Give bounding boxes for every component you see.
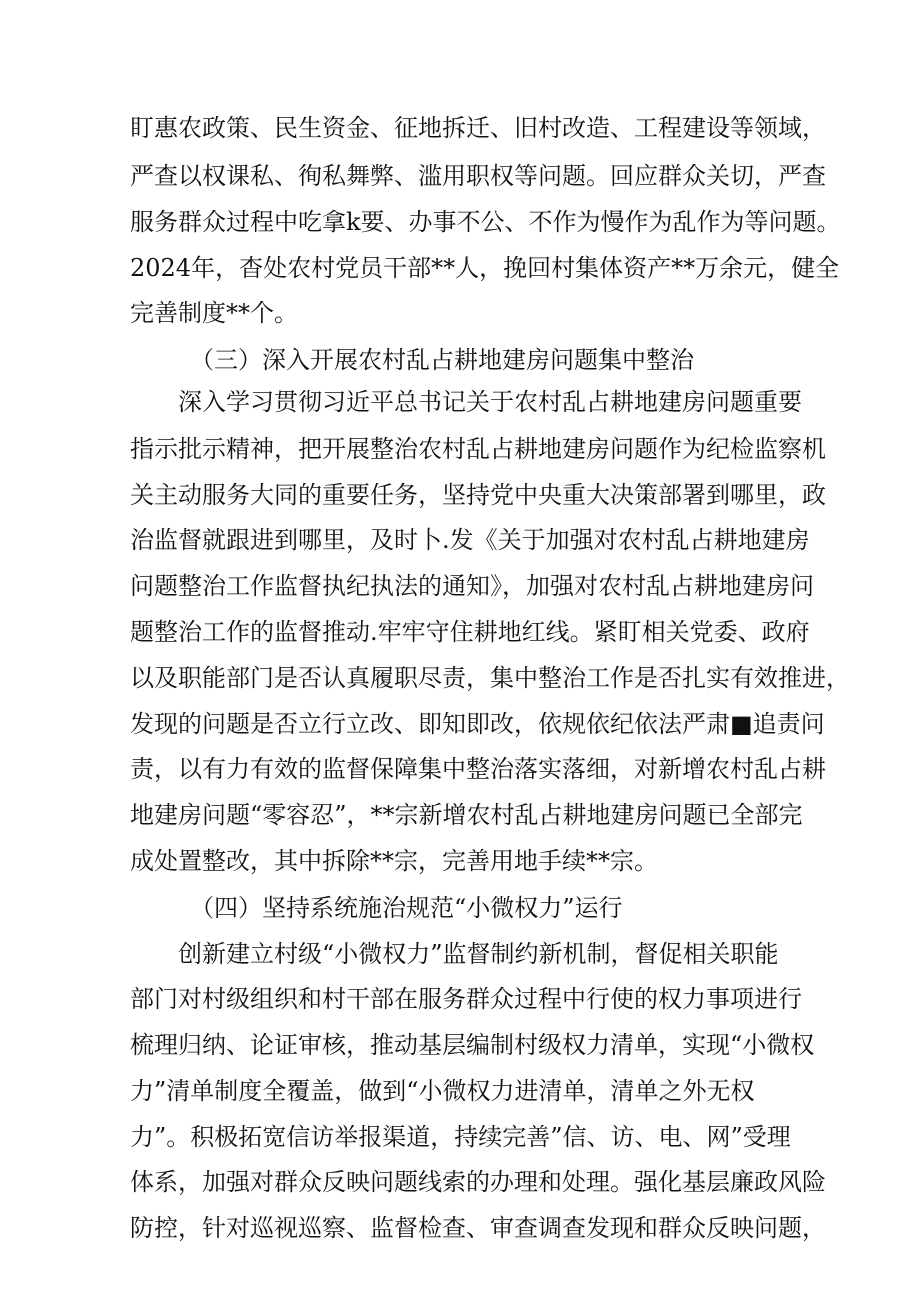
- body-text-line: 严查以权课私、徇私舞弊、滥用职权等问题。回应群众关切，严查: [130, 162, 826, 190]
- section-heading: （三）深入开展农村乱占耕地建房问题集中整治: [190, 346, 694, 374]
- body-text-line: 深入学习贯彻习近平总书记关于农村乱占耕地建房问题重要: [178, 388, 802, 416]
- body-text-line: 责，以有力有效的监督保障集中整治落实落细，对新增农村乱占耕: [130, 755, 826, 783]
- body-text-line: 创新建立村级“小微权力”监督制约新机制，督促相关职能: [178, 940, 779, 968]
- body-text-line: 体系，加强对群众反映问题线索的办理和处理。强化基层廉政风险: [130, 1168, 826, 1196]
- body-text-line: 完善制度**个。: [130, 299, 298, 327]
- body-text-line: 成处置整改，其中拆除**宗，完善用地手续**宗。: [130, 847, 658, 875]
- body-text-line: 防控，针对巡视巡察、监督检查、审查调查发现和群众反映问题，: [130, 1214, 826, 1242]
- body-text-line: 2024年，杳处农村党员干部**人，挽回村集体资产**万余元，健全: [130, 254, 840, 282]
- body-text-line: 问题整治工作监督执纪执法的通知》，加强对农村乱占耕地建房问: [130, 572, 814, 600]
- body-text-line: 关主动服务大同的重要任务，坚持党中央重大决策部署到哪里，政: [130, 481, 826, 509]
- body-text-line: 治监督就跟进到哪里，及时卜.发《关于加强对农村乱占耕地建房: [130, 526, 810, 554]
- body-text-line: 发现的问题是否立行立改、即知即改，依规依纪依法严肃■追责问: [130, 710, 825, 738]
- body-text-line: 部门对村级组织和村干部在服务群众过程中行使的权力事项进行: [130, 985, 802, 1013]
- body-text-line: 地建房问题“零容忍”，**宗新增农村乱占耕地建房问题已全部完: [130, 801, 803, 829]
- section-heading: （四）坚持系统施治规范“小微权力”运行: [190, 894, 623, 922]
- body-text-line: 力”清单制度全覆盖，做到“小微权力进清单，清单之外无权: [130, 1077, 755, 1105]
- body-text-line: 指示批示精神，把开展整治农村乱占耕地建房问题作为纪检监察机: [130, 435, 826, 463]
- body-text-line: 盯惠农政策、民生资金、征地拆迁、旧村改造、工程建设等领域，: [130, 114, 826, 142]
- body-text-line: 梳理归纳、论证审核，推动基层编制村级权力清单，实现“小微权: [130, 1031, 815, 1059]
- body-text-line: 力”。积极拓宽信访举报渠道，持续完善”信、访、电、网”受理: [130, 1123, 791, 1151]
- body-text-line: 服务群众过程中吃拿k要、办事不公、不作为慢作为乱作为等问题。: [130, 208, 841, 236]
- body-text-line: 题整治工作的监督推动.牢牢守住耕地红线。紧盯相关党委、政府: [130, 618, 810, 646]
- body-text-line: 以及职能部门是否认真履职尽责，集中整治工作是否扎实有效推进，: [130, 664, 850, 692]
